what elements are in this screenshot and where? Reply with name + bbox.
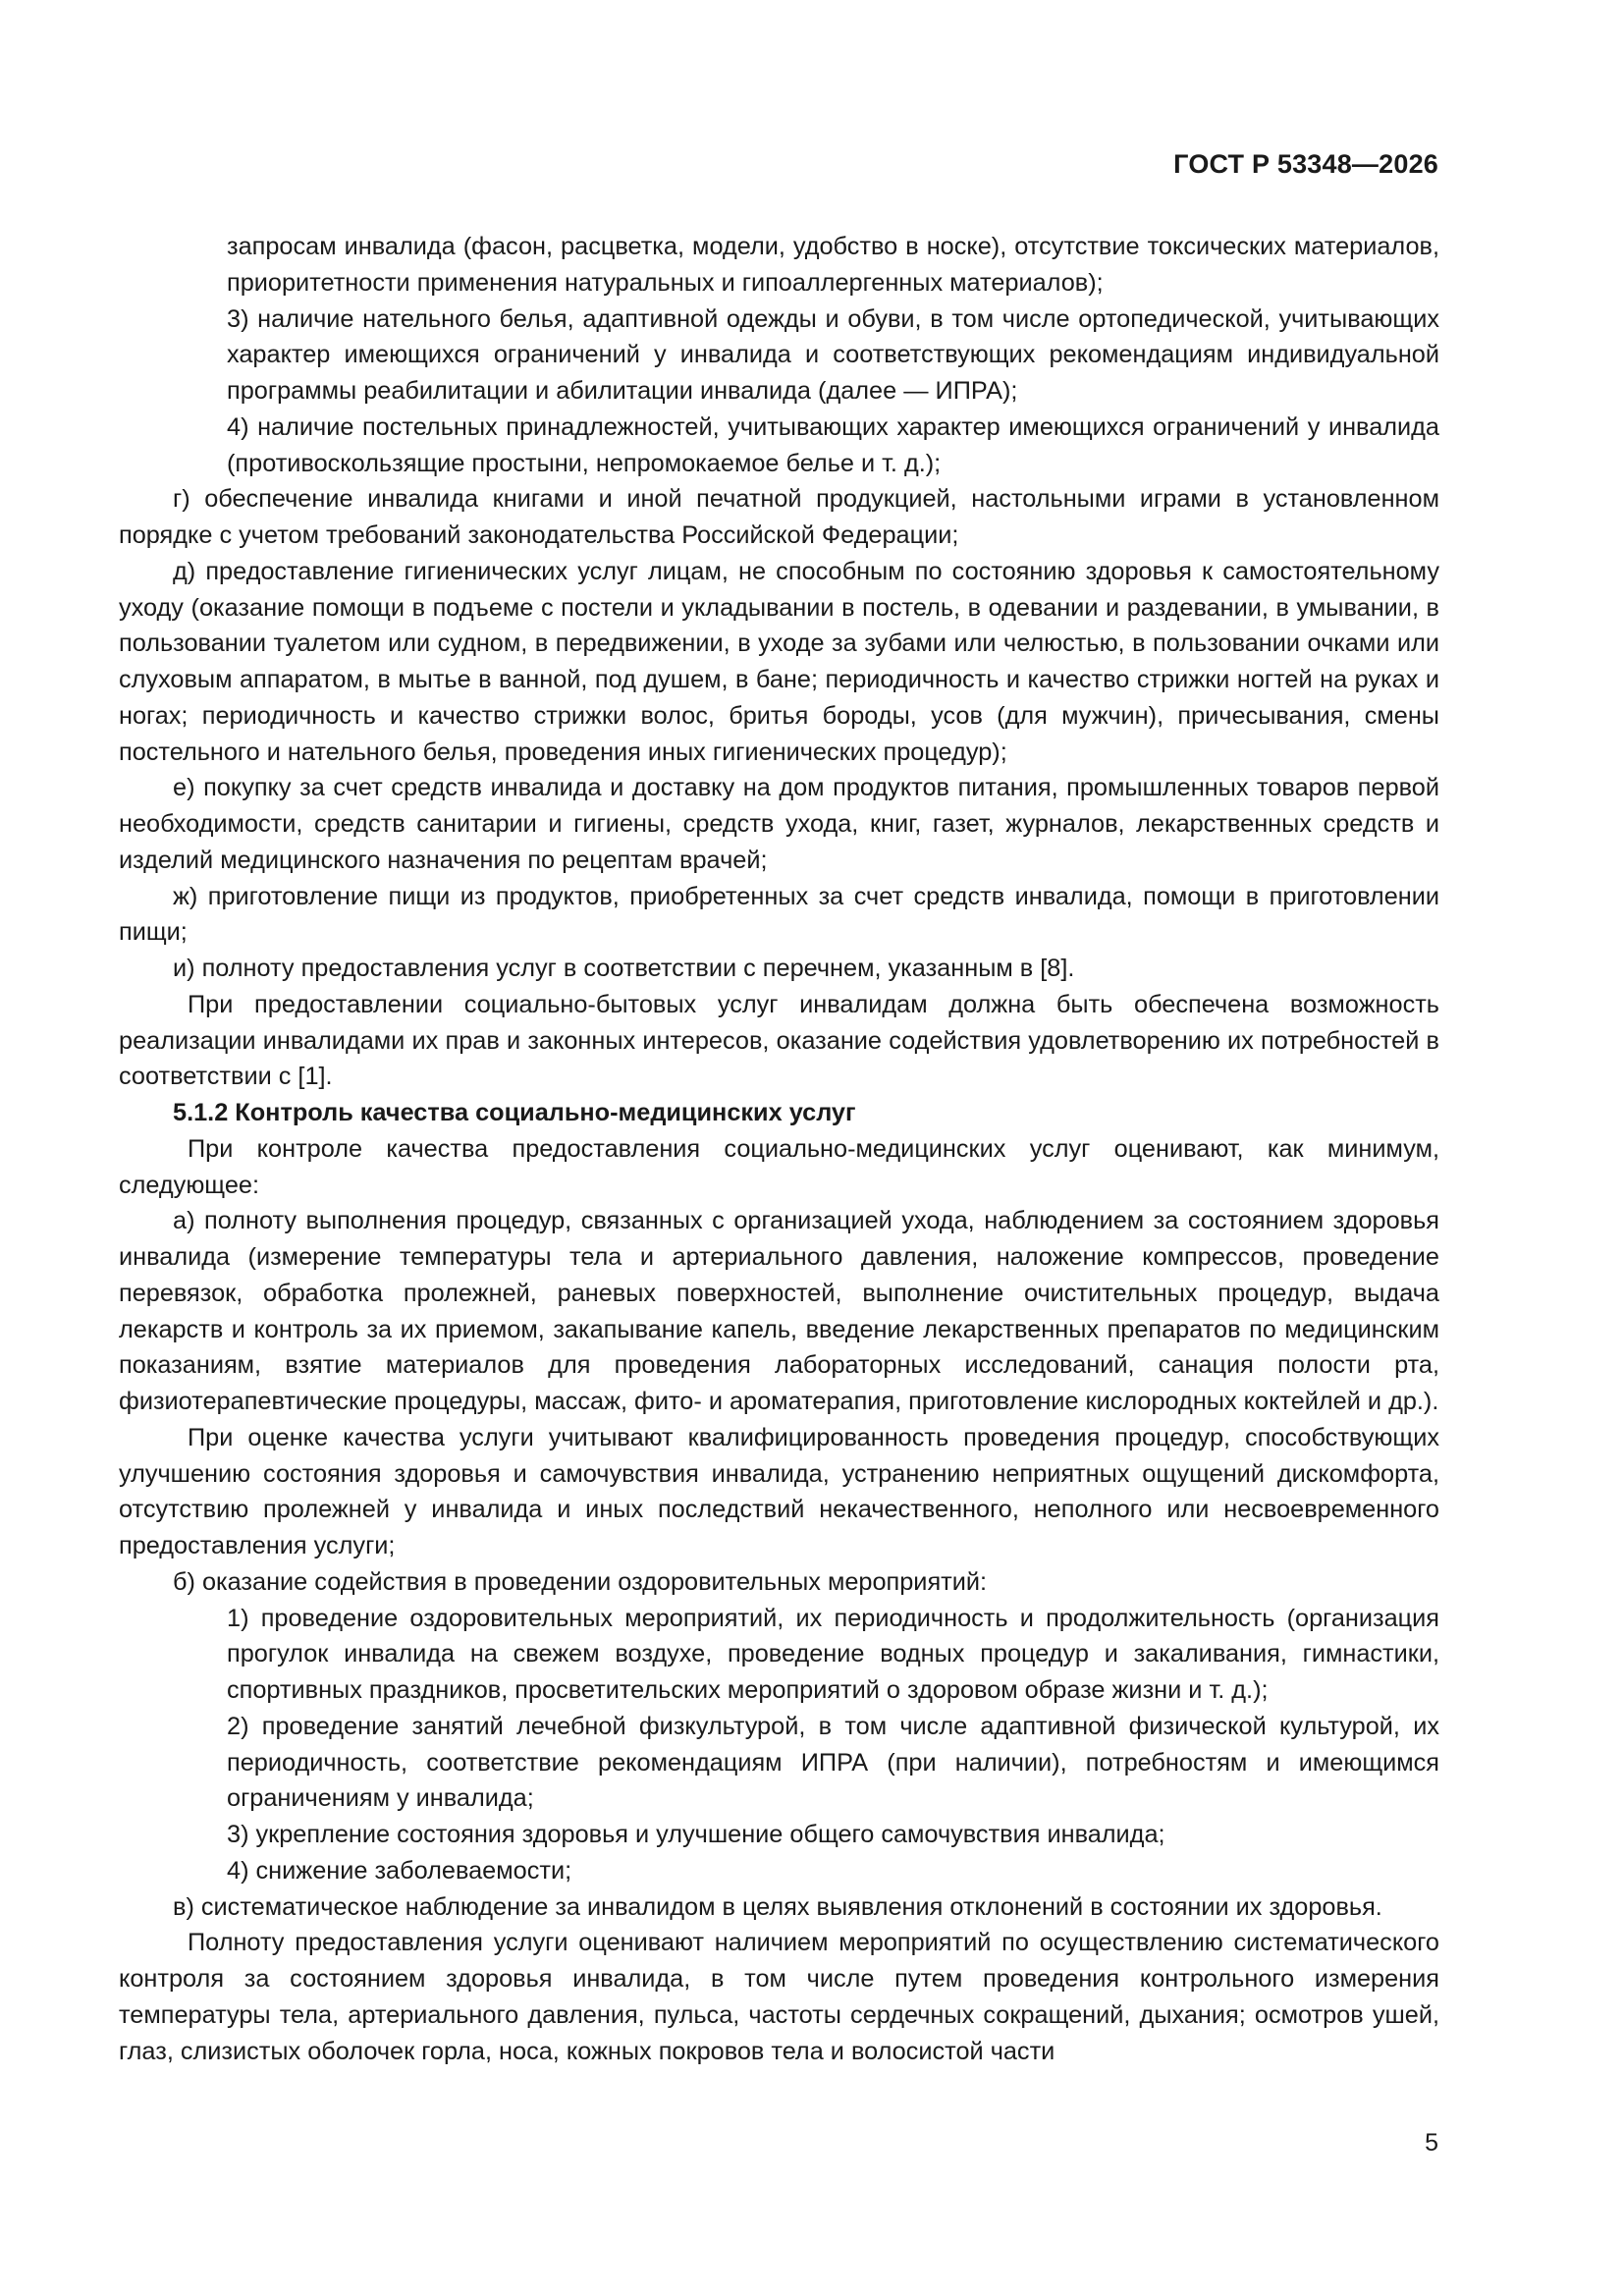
sub-item-3: 3) укрепление состояния здоровья и улучшение общего самочувствия инвалида;: [227, 1821, 1165, 1848]
sub-item-2: 2) проведение занятий лечебной физкультурой, в том числе адаптивной физической культурой, их периодичность, соответствие рекомендациям ИПРА (при наличии), потребностям и имеющимся ограничениям у инвалида;: [227, 1712, 1439, 1813]
document-code: ГОСТ Р 53348—2026: [1173, 149, 1438, 179]
sub-item-4: 4) снижение заболеваемости;: [227, 1856, 572, 1885]
list-item-a: а) полноту выполнения процедур, связанных с организацией ухода, наблюдением за состоянием здоровья инвалида (измерение температуры тела и артериального давления, наложение компрессов, проведение перевязок, обработка пролежней, раневых поверхностей, выполнение очистительных процедур, выдача лекарств и контроль за их приемом, закапывание капель, введение лекарственных препаратов по медицинским показаниям, взятие материалов для проведения лабораторных исследований, санация полости рта, физиотерапевтические процедуры, массаж, фито- и ароматерапия, приготовление кислородных коктейлей и др.).: [119, 1207, 1439, 1415]
paragraph-social-services: При предоставлении социально-бытовых услуг инвалидам должна быть обеспечена возможность реализации инвалидами их прав и законных интересов, оказание содействия удовлетворению их потребностей в соответствии с [1].: [119, 990, 1439, 1091]
section-heading-5-1-2: 5.1.2 Контроль качества социально-медицинских услуг: [173, 1099, 856, 1126]
document-body: [119, 229, 1439, 2069]
list-item-b: б) оказание содействия в проведении оздоровительных мероприятий:: [173, 1567, 988, 1596]
list-item-e: е) покупку за счет средств инвалида и доставку на дом продуктов питания, промышленных товаров первой необходимости, средств санитарии и гигиены, средств ухода, книг, газет, журналов, лекарственных средств и изделий медицинского назначения по рецептам врачей;: [119, 774, 1439, 874]
list-item-3: 3) наличие нательного белья, адаптивной одежды и обуви, в том числе ортопедической, учитывающих характер имеющихся ограничений у инвалида и соответствующих рекомендациям индивидуальной программы реабилитации и абилитации инвалида (далее — ИПРА);: [227, 304, 1439, 405]
paragraph-continuation: запросам инвалида (фасон, расцветка, модели, удобство в носке), отсутствие токсических материалов, приоритетности применения натуральных и гипоаллергенных материалов);: [227, 233, 1439, 297]
sub-item-1: 1) проведение оздоровительных мероприятий, их периодичность и продолжительность (организация прогулок инвалида на свежем воздухе, проведение водных процедур и закаливания, гимнастики, спортивных праздников, просветительских мероприятий о здоровом образе жизни и т. д.);: [227, 1604, 1439, 1704]
list-item-zh: ж) приготовление пищи из продуктов, приобретенных за счет средств инвалида, помощи в приготовлении пищи;: [119, 882, 1439, 947]
paragraph-quality-assessment: При оценке качества услуги учитывают квалифицированность проведения процедур, способствующих улучшению состояния здоровья и самочувствия инвалида, устранению неприятных ощущений дискомфорта, отсутствию пролежней у инвалида и иных последствий некачественного, неполного или несвоевременного предоставления услуги;: [119, 1423, 1439, 1559]
list-item-i: и) полноту предоставления услуг в соответствии с перечнем, указанным в [8].: [173, 955, 1075, 982]
list-item-4: 4) наличие постельных принадлежностей, учитывающих характер имеющихся ограничений у инвалида (противоскользящие простыни, непромокаемое белье и т. д.);: [227, 412, 1439, 477]
list-item-d: д) предоставление гигиенических услуг лицам, не способным по состоянию здоровья к самостоятельному уходу (оказание помощи в подъеме с постели и укладывании в постель, в одевании и раздевании, в умывании, в пользовании туалетом или судном, в передвижении, в уходе за зубами или челюстью, в пользовании очками или слуховым аппаратом, в мытье в ванной, под душем, в бане; периодичность и качество стрижки ногтей на руках и ногах; периодичность и качество стрижки волос, бритья бороды, усов (для мужчин), причесывания, смены постельного и нательного белья, проведения иных гигиенических процедур);: [119, 557, 1439, 766]
paragraph-completeness: Полноту предоставления услуги оценивают наличием мероприятий по осуществлению систематического контроля за состоянием здоровья инвалида, в том числе путем проведения контрольного измерения температуры тела, артериального давления, пульса, частоты сердечных сокращений, дыхания; осмотров ушей, глаз, слизистых оболочек горла, носа, кожных покровов тела и волосистой части: [119, 1929, 1439, 2065]
list-item-g: г) обеспечение инвалида книгами и иной печатной продукцией, настольными играми в установленном порядке с учетом требований законодательства Российской Федерации;: [119, 485, 1439, 549]
paragraph-control-intro: При контроле качества предоставления социально-медицинских услуг оценивают, как минимум, следующее:: [119, 1134, 1439, 1199]
page-number: 5: [1425, 2129, 1438, 2157]
list-item-v: в) систематическое наблюдение за инвалидом в целях выявления отклонений в состоянии их здоровья.: [173, 1892, 1382, 1921]
